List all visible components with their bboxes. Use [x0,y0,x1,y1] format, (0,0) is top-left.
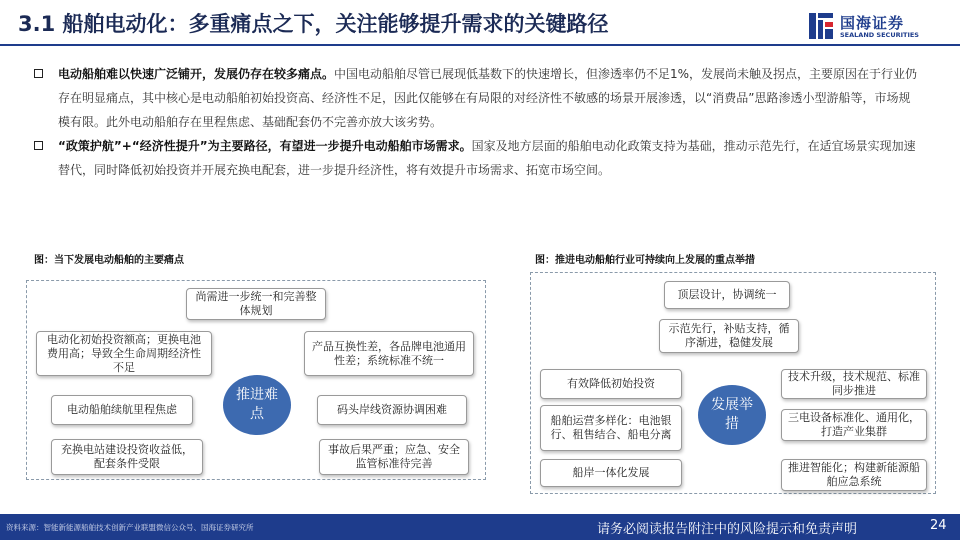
bullet-text: 国家及地方层面的船舶电动化政策支持为基础，推动示范先行，在适宜场景实现加速替代，同时降低初始投资并开展充换电配套，进一步提升经济性，将有效提升市场需求、拓宽市场空间。 [58,139,916,177]
measure-box: 顶层设计，协调统一 [664,281,790,309]
pain-point-box: 码头岸线资源协调困难 [317,395,467,425]
pain-point-box: 产品互换性差，各品牌电池通用性差；系统标准不统一 [304,331,474,376]
bullet-item [34,62,920,134]
right-hub-circle: 发展举措 [698,385,766,445]
bullet-heading: “政策护航”+“经济性提升”为主要路径，有望进一步提升电动船舶市场需求。 [58,139,472,153]
pain-point-box: 尚需进一步统一和完善整体规划 [186,288,326,320]
measure-box: 三电设备标准化、通用化，打造产业集群 [781,409,927,441]
figure-right-title: 图：推进电动船舶行业可持续向上发展的重点举措 [535,255,755,266]
bullet-text: 中国电动船舶尽管已展现低基数下的快速增长，但渗透率仍不足1%，发展尚未触及拐点，主要原因在于行业仍存在明显痛点，其中核心是电动船舶初始投资高、经济性不足，因此仅能够在有局限的对经济性不敏感的场景开展渗透，以“消费品”思路渗透小型游船等，市场规模有限。此外电动船舶存在里程焦虑、基础配套仍不完善亦放大该劣势。 [58,67,918,129]
figure-right-frame [530,272,936,494]
sealand-logo-icon [808,12,834,40]
pain-point-box: 充换电站建设投资收益低，配套条件受限 [51,439,203,475]
company-logo [808,12,948,42]
figure-left-frame [26,280,486,480]
logo-name-en: SEALAND SECURITIES [840,31,919,39]
disclaimer-text: 请务必阅读报告附注中的风险提示和免责声明 [597,522,858,537]
source-note: 资料来源：智能新能源船舶技术创新产业联盟微信公众号、国海证券研究所 [6,523,254,532]
summary-bullets [34,62,920,182]
pain-point-box: 事故后果严重；应急、安全监管标准待完善 [319,439,469,475]
measure-box: 有效降低初始投资 [540,369,682,399]
bullet-item [34,134,920,182]
pain-point-box: 电动化初始投资额高；更换电池费用高；导致全生命周期经济性不足 [36,331,212,376]
measure-box: 船岸一体化发展 [540,459,682,487]
measure-box: 船舶运营多样化：电池银行、租售结合、船电分离 [540,405,682,451]
figure-left-title: 图：当下发展电动船舶的主要痛点 [34,255,184,266]
page-title: 3.1 船舶电动化：多重痛点之下，关注能够提升需求的关键路径 [18,12,609,36]
title-divider [0,44,960,46]
measure-box: 技术升级，技术规范、标准同步推进 [781,369,927,399]
left-hub-circle: 推进难点 [223,375,291,435]
measure-box: 示范先行，补贴支持，循序渐进，稳健发展 [659,319,799,353]
checkbox-bullet-icon [34,69,43,78]
measure-box: 推进智能化；构建新能源船舶应急系统 [781,459,927,491]
footer-bar [0,514,960,540]
page-number: 24 [930,518,947,533]
logo-name-cn: 国海证券 [840,14,905,32]
bullet-heading: 电动船舶难以快速广泛铺开，发展仍存在较多痛点。 [58,67,335,81]
checkbox-bullet-icon [34,141,43,150]
pain-point-box: 电动船舶续航里程焦虑 [51,395,193,425]
